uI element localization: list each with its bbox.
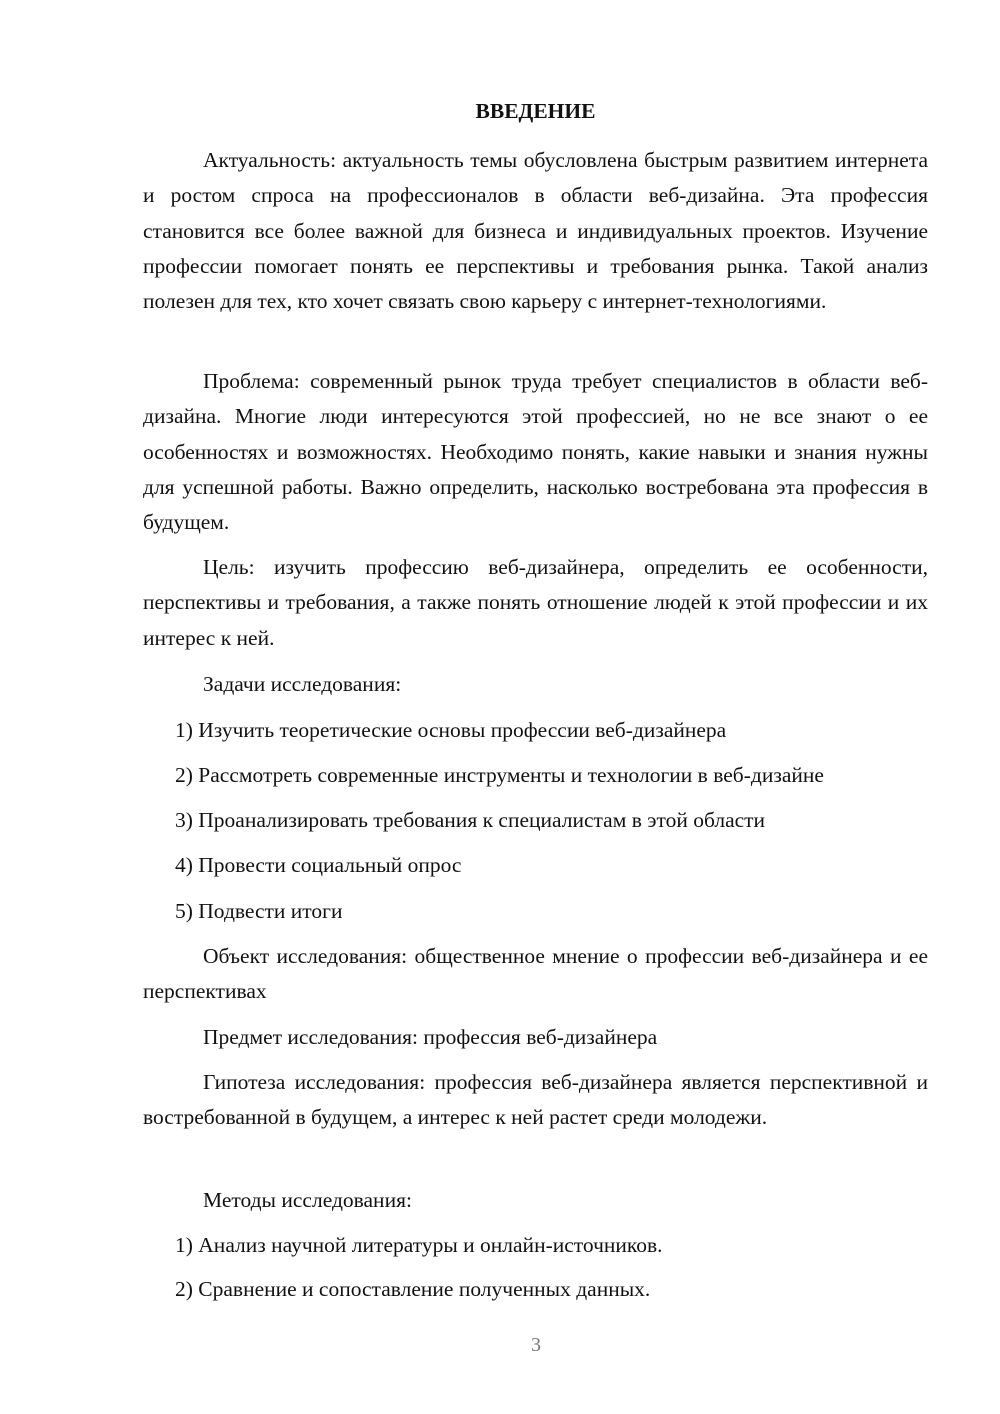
task-item-5: 5) Подвести итоги — [175, 899, 343, 923]
relevance-paragraph: Актуальность: актуальность темы обусловлена быстрым развитием интернета и ростом спроса на профессионалов в области веб-дизайна. Эта профессия становится все более важной для бизнеса и индивидуальных проектов. Изучение профессии помогает понять ее перспективы и требования рынка. Такой анализ полезен для тех, кто хочет связать свою карьеру с интернет-технологиями. — [143, 148, 928, 314]
object-paragraph: Объект исследования: общественное мнение о профессии веб-дизайнера и ее перспективах — [143, 944, 928, 1004]
methods-heading: Методы исследования: — [203, 1188, 412, 1212]
method-item-1: 1) Анализ научной литературы и онлайн-источников. — [175, 1233, 663, 1257]
task-item-2: 2) Рассмотреть современные инструменты и технологии в веб-дизайне — [175, 763, 824, 787]
method-item-2: 2) Сравнение и сопоставление полученных данных. — [175, 1277, 651, 1301]
goal-paragraph: Цель: изучить профессию веб-дизайнера, определить ее особенности, перспективы и требования, а также понять отношение людей к этой профессии и их интерес к ней. — [143, 555, 928, 650]
subject-paragraph: Предмет исследования: профессия веб-дизайнера — [203, 1025, 658, 1049]
page-title: ВВЕДЕНИЕ — [475, 99, 596, 123]
page-number: 3 — [531, 1334, 541, 1356]
task-item-4: 4) Провести социальный опрос — [175, 853, 462, 877]
task-item-3: 3) Проанализировать требования к специалистам в этой области — [175, 808, 766, 832]
task-item-1: 1) Изучить теоретические основы профессии веб-дизайнера — [175, 718, 727, 742]
tasks-heading: Задачи исследования: — [203, 672, 402, 696]
hypothesis-paragraph: Гипотеза исследования: профессия веб-дизайнера является перспективной и востребованной в будущем, а интерес к ней растет среди молодежи. — [143, 1070, 928, 1130]
problem-paragraph: Проблема: современный рынок труда требует специалистов в области веб-дизайна. Многие люди интересуются этой профессией, но не все знают о ее особенностях и возможностях. Необходимо понять, какие навыки и знания нужны для успешной работы. Важно определить, насколько востребована эта профессия в будущем. — [143, 369, 928, 535]
